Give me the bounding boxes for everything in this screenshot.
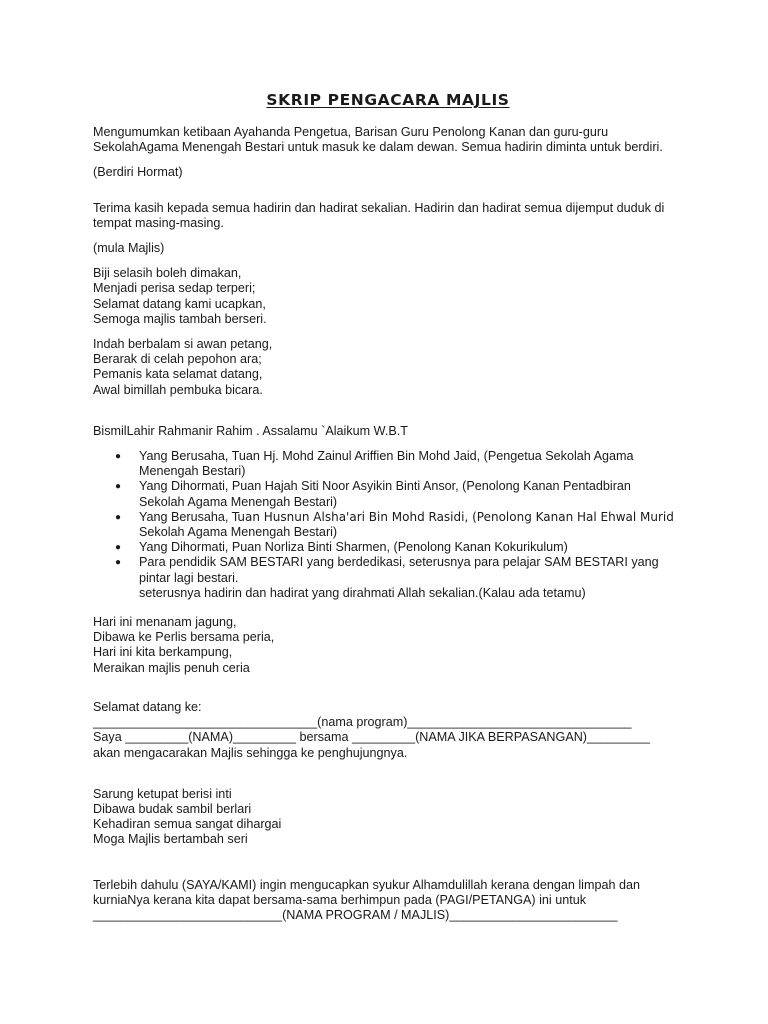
guest-line: Yang Dihormati, Puan Hajah Siti Noor Asyikin Binti Ansor, (Penolong Kanan Pentadbiran	[139, 479, 631, 494]
bullet-icon: ●	[115, 481, 122, 493]
list-item	[93, 510, 683, 540]
intro-paragraph: Mengumumkan ketibaan Ayahanda Pengetua, Barisan Guru Penolong Kanan dan guru-guru SekolahAgama Menengah Bestari untuk masuk ke dalam dewan. Semua hadirin diminta untuk berdiri.	[93, 125, 663, 155]
pantun-line: Kehadiran semua sangat dihargai	[93, 817, 282, 832]
welcome-label: Selamat datang ke:	[93, 699, 202, 714]
guest-line: Sekolah Agama Menengah Bestari)	[139, 494, 338, 509]
pantun-4	[93, 787, 683, 848]
guest-line: seterusnya hadirin dan hadirat yang dirahmati Allah sekalian.(Kalau ada tetamu)	[139, 585, 586, 600]
list-item	[93, 479, 683, 509]
guest-line	[139, 510, 683, 525]
pantun-line: Biji selasih boleh dimakan,	[93, 266, 242, 281]
guest-line: Sekolah Agama Menengah Bestari)	[139, 525, 338, 540]
guest-name-alt: Tuan Husnun Alsha'ari Bin Mohd Rasidi, (Penolong Kanan Hal Ehwal Murid	[231, 509, 674, 524]
cue-start: (mula Majlis)	[93, 241, 165, 256]
bullet-icon: ●	[115, 511, 122, 523]
closing-line: kurniaNya kerana kita dapat bersama-sama berhimpun pada (PAGI/PETANGA) ini untuk	[93, 892, 587, 907]
pantun-line: Moga Majlis bertambah seri	[93, 832, 248, 847]
closing-line: Terlebih dahulu (SAYA/KAMI) ingin mengucapkan syukur Alhamdulillah kerana dengan limpah dan	[93, 877, 640, 892]
closing-paragraph	[93, 878, 683, 924]
guest-lead: Yang Berusaha,	[139, 509, 232, 524]
bullet-icon: ●	[115, 542, 122, 554]
cue-stand: (Berdiri Hormat)	[93, 165, 183, 180]
guest-line: Yang Dihormati, Puan Norliza Binti Sharmen, (Penolong Kanan Kokurikulum)	[139, 540, 568, 555]
pantun-line: Hari ini kita berkampung,	[93, 645, 233, 660]
emcee-name-blank: Saya _________(NAMA)_________ bersama _________(NAMA JIKA BERPASANGAN)_________	[93, 730, 651, 745]
guest-line: pintar lagi bestari.	[139, 570, 239, 585]
pantun-2	[93, 337, 683, 398]
pantun-line: Pemanis kata selamat datang,	[93, 367, 263, 382]
thanks-paragraph: Terima kasih kepada semua hadirin dan hadirat sekalian. Hadirin dan hadirat semua dijemput duduk di tempat masing-masing.	[93, 200, 665, 230]
guest-line: Yang Berusaha, Tuan Hj. Mohd Zainul Ariffien Bin Mohd Jaid, (Pengetua Sekolah Agama	[139, 449, 634, 464]
guest-line: Para pendidik SAM BESTARI yang berdedikasi, seterusnya para pelajar SAM BESTARI yang	[139, 555, 659, 570]
pantun-line: Meraikan majlis penuh ceria	[93, 660, 250, 675]
document-title: SKRIP PENGACARA MAJLIS	[266, 91, 510, 109]
greeting: BismilLahir Rahmanir Rahim . Assalamu `Alaikum W.B.T	[93, 423, 408, 438]
list-item	[93, 540, 683, 555]
pantun-line: Dibawa budak sambil berlari	[93, 801, 252, 816]
pantun-3	[93, 615, 683, 676]
guest-line: Menengah Bestari)	[139, 464, 246, 479]
pantun-line: Indah berbalam si awan petang,	[93, 337, 273, 352]
guest-list	[93, 449, 683, 601]
pantun-line: Menjadi perisa sedap terperi;	[93, 281, 256, 296]
bullet-icon: ●	[115, 451, 122, 463]
welcome-block	[93, 700, 683, 761]
welcome-closing: akan mengacarakan Majlis sehingga ke penghujungnya.	[93, 745, 408, 760]
list-item	[93, 449, 683, 479]
pantun-line: Sarung ketupat berisi inti	[93, 786, 232, 801]
pantun-line: Dibawa ke Perlis bersama peria,	[93, 630, 275, 645]
program-title-blank: ___________________________(NAMA PROGRAM / MAJLIS)________________________	[93, 907, 618, 922]
list-item	[93, 555, 683, 601]
pantun-line: Selamat datang kami ucapkan,	[93, 296, 266, 311]
pantun-1	[93, 266, 683, 327]
pantun-line: Semoga majlis tambah berseri.	[93, 311, 267, 326]
program-name-blank: ________________________________(nama program)________________________________	[93, 715, 632, 730]
bullet-icon: ●	[115, 557, 122, 569]
pantun-line: Berarak di celah pepohon ara;	[93, 352, 262, 367]
pantun-line: Awal bimillah pembuka bicara.	[93, 382, 263, 397]
document-body	[93, 90, 683, 933]
pantun-line: Hari ini menanam jagung,	[93, 615, 237, 630]
